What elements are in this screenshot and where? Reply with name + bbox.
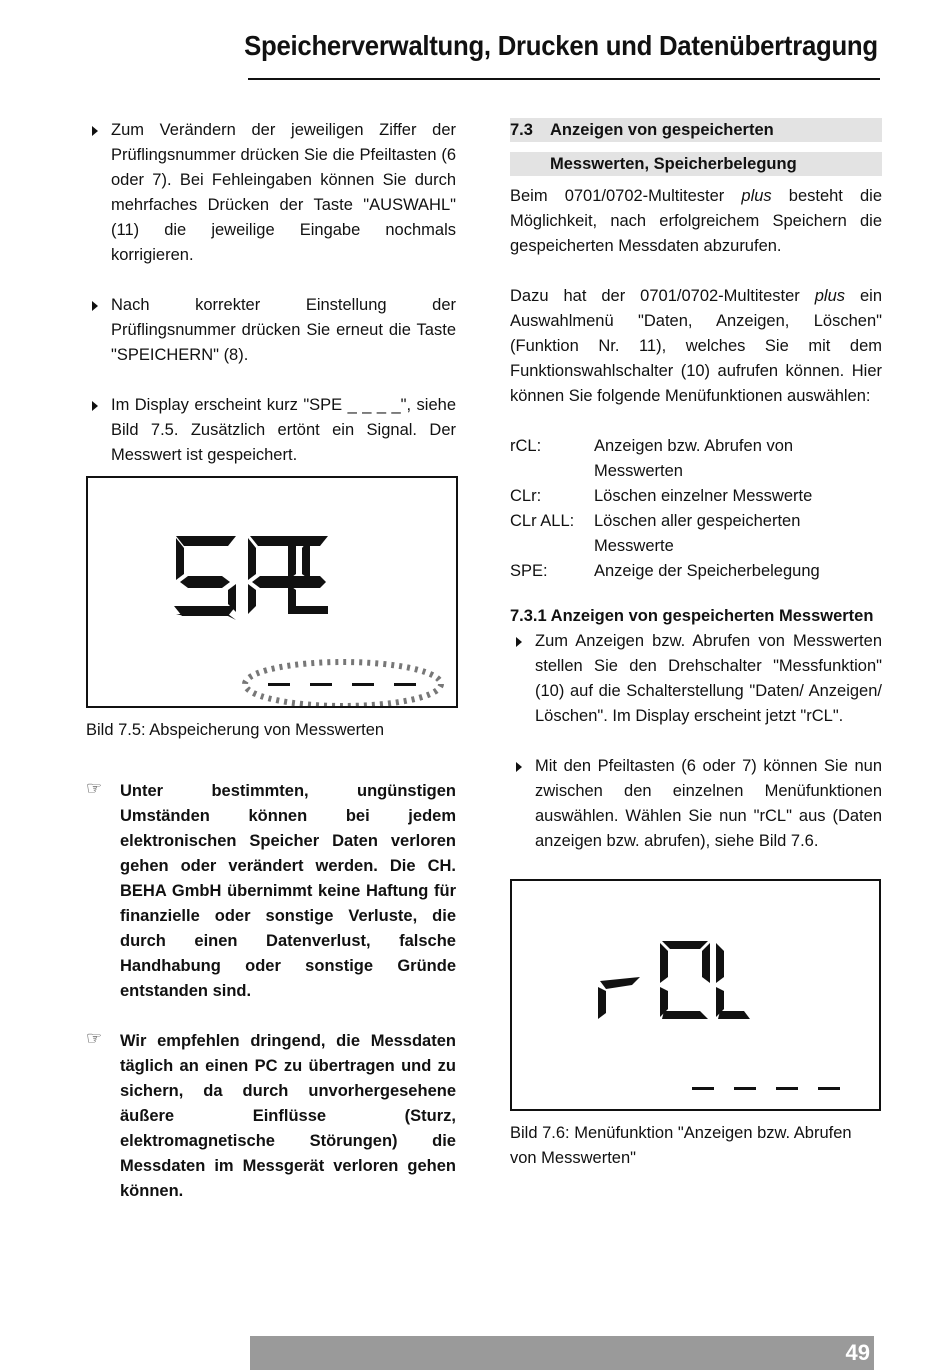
bullet-item — [86, 393, 456, 468]
page-header-title: Speicherverwaltung, Drucken und Datenübertragung — [244, 30, 878, 61]
note-text: Unter bestimmten, ungünstigen Umständen können bei jedem elektronischen Speicher Daten verloren gehen oder verändert werden. Die CH. BEHA GmbH übernimmt keine Haftung für finanzielle oder sonstige Verluste, die durch einen Datenverlust, falsche Handhabung oder sonstige Gründe entstanden sind. — [120, 782, 456, 1000]
para-text: Beim 0701/0702-Multitester — [510, 187, 742, 205]
list-item — [510, 484, 882, 509]
description: Löschen aller gespeicherten Messwerte — [594, 512, 801, 555]
list-item — [510, 559, 882, 584]
warning-note — [86, 779, 456, 1004]
triangle-right-icon — [516, 762, 522, 772]
bullet-text: Zum Anzeigen bzw. Abrufen von Messwerten stellen Sie den Drehschalter "Messfunktion" (10) auf die Schalterstellung "Daten/ Anzeigen/ Löschen". Im Display erscheint jetzt "rCL". — [535, 632, 882, 725]
triangle-right-icon — [92, 401, 98, 411]
product-emphasis: plus — [741, 187, 772, 205]
bullet-item — [86, 293, 456, 368]
left-column — [86, 118, 456, 1204]
lcd-display-spe — [86, 476, 458, 708]
description: Anzeige der Speicherbelegung — [594, 562, 820, 580]
section-heading — [510, 118, 882, 142]
bullet-text: Zum Verändern der jeweiligen Ziffer der Prüflingsnummer drücken Sie die Pfeiltasten (6 oder 7). Bei Fehleingaben können Sie durch mehrfaches Drücken der Taste "AUSWAHL" (11) die jeweilige Eingabe nochmals korrigieren. — [111, 121, 456, 264]
note-text: Wir empfehlen dringend, die Messdaten täglich an einen PC zu übertragen und zu sichern, da durch unvorhergesehene äußere Einflüsse (Sturz, elektromagnetische Störungen) die Messdaten im Messgerät verloren gehen können. — [120, 1032, 456, 1200]
menu-function-list — [510, 434, 882, 584]
section-title-line1: Anzeigen von gespeicherten — [550, 121, 774, 139]
description: Anzeigen bzw. Abrufen von Messwerten — [594, 437, 794, 480]
lcd-spe-graphic — [88, 478, 456, 706]
para-text: ein Auswahlmenü "Daten, Anzeigen, Löschen" (Funktion Nr. 11), welches Sie mit dem Funktionswahlschalter (10) aufrufen können. Hier können Sie folgende Menüfunktionen auswählen: — [510, 287, 882, 405]
paragraph — [510, 184, 882, 259]
bullet-item — [510, 754, 882, 854]
header-rule — [248, 78, 880, 80]
lcd-rcl-graphic — [512, 881, 879, 1109]
list-item — [510, 509, 882, 559]
figure-caption: Bild 7.6: Menüfunktion "Anzeigen bzw. Abrufen von Messwerten" — [510, 1124, 852, 1167]
subsection-heading: 7.3.1 Anzeigen von gespeicherten Messwerten — [510, 607, 874, 625]
page-number: 49 — [845, 1340, 870, 1365]
term: CLr ALL: — [510, 512, 575, 530]
list-item — [510, 434, 882, 484]
section-heading-line2 — [510, 152, 882, 176]
triangle-right-icon — [92, 301, 98, 311]
bullet-text: Mit den Pfeiltasten (6 oder 7) können Sie nun zwischen den einzelnen Menüfunktionen auswählen. Wählen Sie nun "rCL" aus (Daten anzeigen bzw. abrufen), siehe Bild 7.6. — [535, 757, 882, 850]
right-column — [510, 118, 882, 1171]
pointing-hand-icon: ☞ — [86, 778, 103, 798]
triangle-right-icon — [92, 126, 98, 136]
warning-note — [86, 1029, 456, 1204]
description: Löschen einzelner Messwerte — [594, 487, 813, 505]
bullet-item — [86, 118, 456, 268]
bullet-item — [510, 629, 882, 729]
paragraph — [510, 284, 882, 409]
bullet-text: Nach korrekter Einstellung der Prüflingsnummer drücken Sie erneut die Taste "SPEICHERN" (8). — [111, 296, 456, 364]
pointing-hand-icon: ☞ — [86, 1028, 103, 1048]
section-title-line2: Messwerten, Speicherbelegung — [550, 155, 797, 173]
section-number: 7.3 — [510, 121, 533, 139]
figure-caption: Bild 7.5: Abspeicherung von Messwerten — [86, 721, 385, 739]
triangle-right-icon — [516, 637, 522, 647]
term: CLr: — [510, 487, 542, 505]
para-text: besteht die Möglichkeit, nach erfolgreichem Speichern die gespeicherten Messdaten abzurufen. — [510, 187, 883, 255]
term: rCL: — [510, 437, 542, 455]
bullet-text: Im Display erscheint kurz "SPE _ _ _ _", siehe Bild 7.5. Zusätzlich ertönt ein Signal. Der Messwert ist gespeichert. — [111, 396, 456, 464]
para-text: Dazu hat der 0701/0702-Multitester — [510, 287, 815, 305]
footer-bar — [250, 1336, 874, 1370]
lcd-display-rcl — [510, 879, 881, 1111]
product-emphasis: plus — [814, 287, 846, 305]
term: SPE: — [510, 562, 548, 580]
